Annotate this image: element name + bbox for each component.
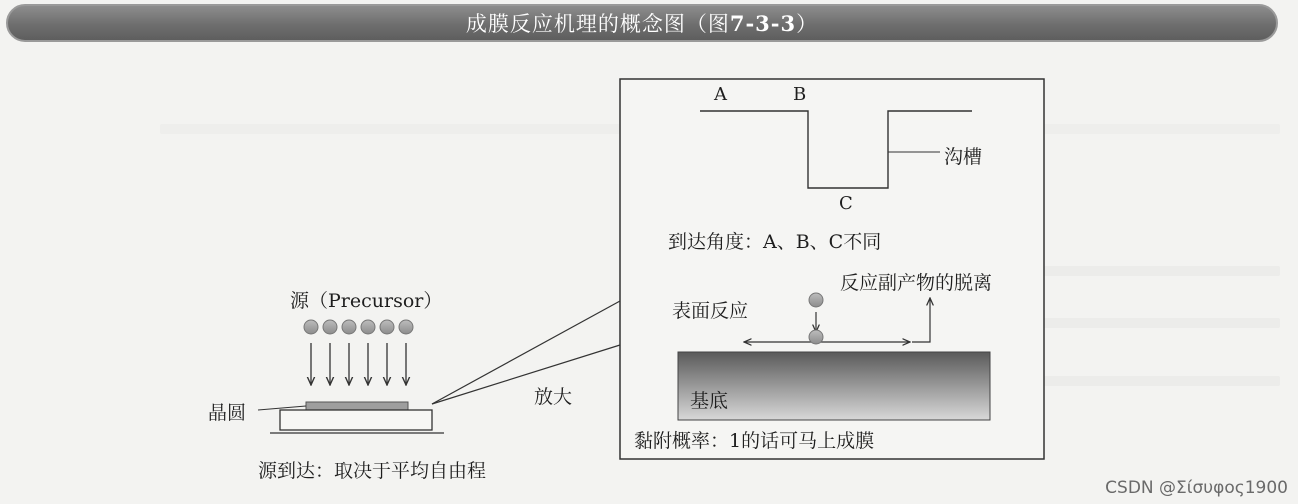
wafer-stage — [258, 402, 444, 433]
point-c-label: C — [839, 193, 853, 214]
surface-reaction-label: 表面反应 — [672, 300, 749, 322]
point-b-label: B — [793, 84, 807, 105]
csdn-watermark: CSDN @Σίσυφος1900 — [1105, 478, 1288, 498]
adsorbed-particle — [809, 330, 823, 344]
substrate-label: 基底 — [690, 390, 729, 412]
incoming-particle — [809, 293, 823, 307]
sticking-probability-label: 黏附概率：1的话可马上成膜 — [634, 430, 875, 452]
trench-label: 沟槽 — [944, 146, 983, 168]
byproduct-desorption-label: 反应副产物的脱离 — [840, 272, 993, 294]
source-arrival-label: 源到达：取决于平均自由程 — [258, 460, 487, 482]
precursor-arrows — [311, 343, 406, 385]
arrival-angle-label: 到达角度：A、B、C不同 — [668, 231, 882, 253]
point-a-label: A — [714, 84, 727, 105]
magnify-label: 放大 — [534, 386, 573, 408]
title-text: 成膜反应机理的概念图（图 — [465, 12, 730, 36]
wafer-label: 晶圆 — [208, 402, 247, 424]
title-close-paren: ） — [796, 12, 819, 36]
magnify-lines — [432, 301, 620, 404]
source-precursor-label: 源（Precursor） — [290, 290, 443, 312]
title-figure-number: 7-3-3 — [729, 10, 797, 36]
precursor-particles — [304, 320, 413, 334]
